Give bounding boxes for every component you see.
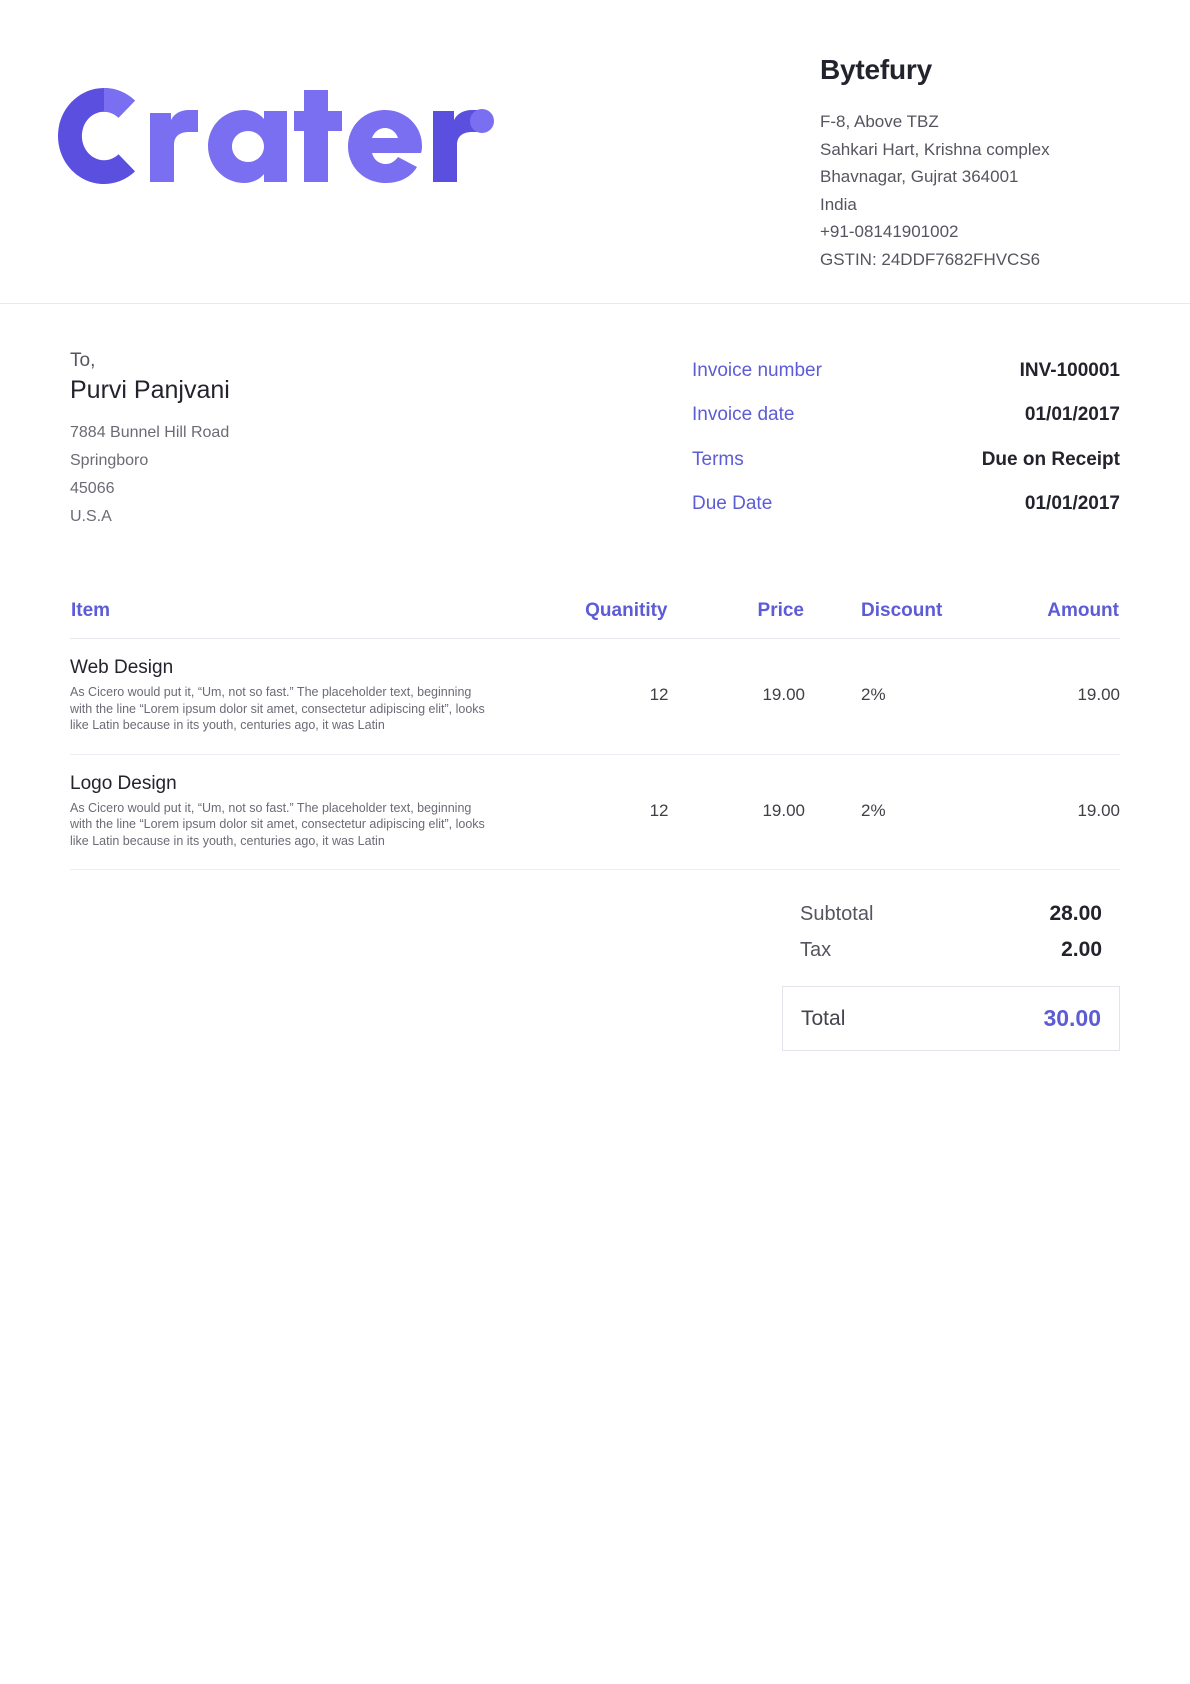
line-item-description: As Cicero would put it, “Um, not so fast.” The placeholder text, beginning with the line “Lorem ipsum dolor sit amet, consectetur adipiscing elit”, looks like Latin because in its youth, centuries ago, it was Latin <box>70 800 485 848</box>
subtotal-label: Subtotal <box>800 903 874 925</box>
client-name: Purvi Panjvani <box>70 376 230 404</box>
invoice-number-label: Invoice number <box>692 360 822 381</box>
line-item-title: Logo Design <box>70 772 177 794</box>
invoice-number-value: INV-100001 <box>1019 360 1120 381</box>
line-item-cell <box>70 754 532 870</box>
header-amount: Amount <box>963 599 1121 639</box>
crater-logo <box>58 88 494 184</box>
subtotal-row <box>782 896 1120 932</box>
tax-value: 2.00 <box>1061 938 1102 961</box>
crater-logo-icon <box>58 88 494 184</box>
header-quantity: Quanitity <box>532 599 669 639</box>
line-items-table <box>70 599 1120 870</box>
invoice-meta-row <box>692 487 1120 531</box>
client-address-line: Springboro <box>70 452 149 469</box>
header-discount: Discount <box>805 599 963 639</box>
line-item-quantity: 12 <box>532 639 669 755</box>
header-price: Price <box>669 599 806 639</box>
terms-value: Due on Receipt <box>981 448 1120 470</box>
tax-row <box>782 932 1120 968</box>
company-address-line: India <box>820 194 857 214</box>
company-address-line: Bhavnagar, Gujrat 364001 <box>820 167 1019 186</box>
total-row <box>782 986 1120 1051</box>
due-date-value: 01/01/2017 <box>1024 492 1120 514</box>
company-gstin: GSTIN: 24DDF7682FHVCS6 <box>820 249 1041 269</box>
line-item-amount: 19.00 <box>963 754 1121 870</box>
line-items-header-row <box>70 599 1120 639</box>
invoice-meta-table <box>692 354 1120 531</box>
invoice-meta-row <box>692 443 1120 487</box>
totals-section <box>0 896 1190 1051</box>
company-address-line: Sahkari Hart, Krishna complex <box>820 139 1050 159</box>
items-section <box>0 531 1190 870</box>
table-row <box>70 754 1120 870</box>
total-label: Total <box>801 1006 846 1030</box>
line-item-price: 19.00 <box>669 754 806 870</box>
invoice-meta-row <box>692 398 1120 442</box>
header-item: Item <box>70 599 532 639</box>
total-value: 30.00 <box>1043 1005 1101 1031</box>
bill-to-block <box>70 350 550 531</box>
company-name: Bytefury <box>820 54 932 85</box>
company-address-line: F-8, Above TBZ <box>820 112 939 131</box>
line-item-title: Web Design <box>70 657 174 678</box>
company-phone: +91-08141901002 <box>820 222 959 241</box>
invoice-header <box>0 0 1190 304</box>
subtotal-value: 28.00 <box>1049 902 1102 925</box>
invoice-meta-row <box>692 354 1120 398</box>
line-item-discount: 2% <box>805 639 963 755</box>
tax-label: Tax <box>800 939 832 961</box>
client-address-line: 45066 <box>70 480 115 497</box>
invoice-date-label: Invoice date <box>692 404 795 426</box>
to-label: To, <box>70 350 96 371</box>
totals-block <box>782 896 1120 1051</box>
line-item-amount: 19.00 <box>963 639 1121 755</box>
line-item-discount: 2% <box>805 754 963 870</box>
company-info <box>820 40 1120 273</box>
table-row <box>70 639 1120 755</box>
line-item-description: As Cicero would put it, “Um, not so fast.” The placeholder text, beginning with the line “Lorem ipsum dolor sit amet, consectetur adipiscing elit”, looks like Latin because in its youth, centuries ago, it was Latin <box>70 685 485 732</box>
line-item-quantity: 12 <box>532 754 669 870</box>
invoice-date-value: 01/01/2017 <box>1024 404 1120 426</box>
terms-label: Terms <box>692 448 744 470</box>
line-item-cell <box>70 639 532 755</box>
line-item-price: 19.00 <box>669 639 806 755</box>
client-address-line: 7884 Bunnel Hill Road <box>70 424 230 441</box>
client-address-line: U.S.A <box>70 508 112 525</box>
invoice-details-section <box>0 304 1190 531</box>
due-date-label: Due Date <box>692 492 773 514</box>
